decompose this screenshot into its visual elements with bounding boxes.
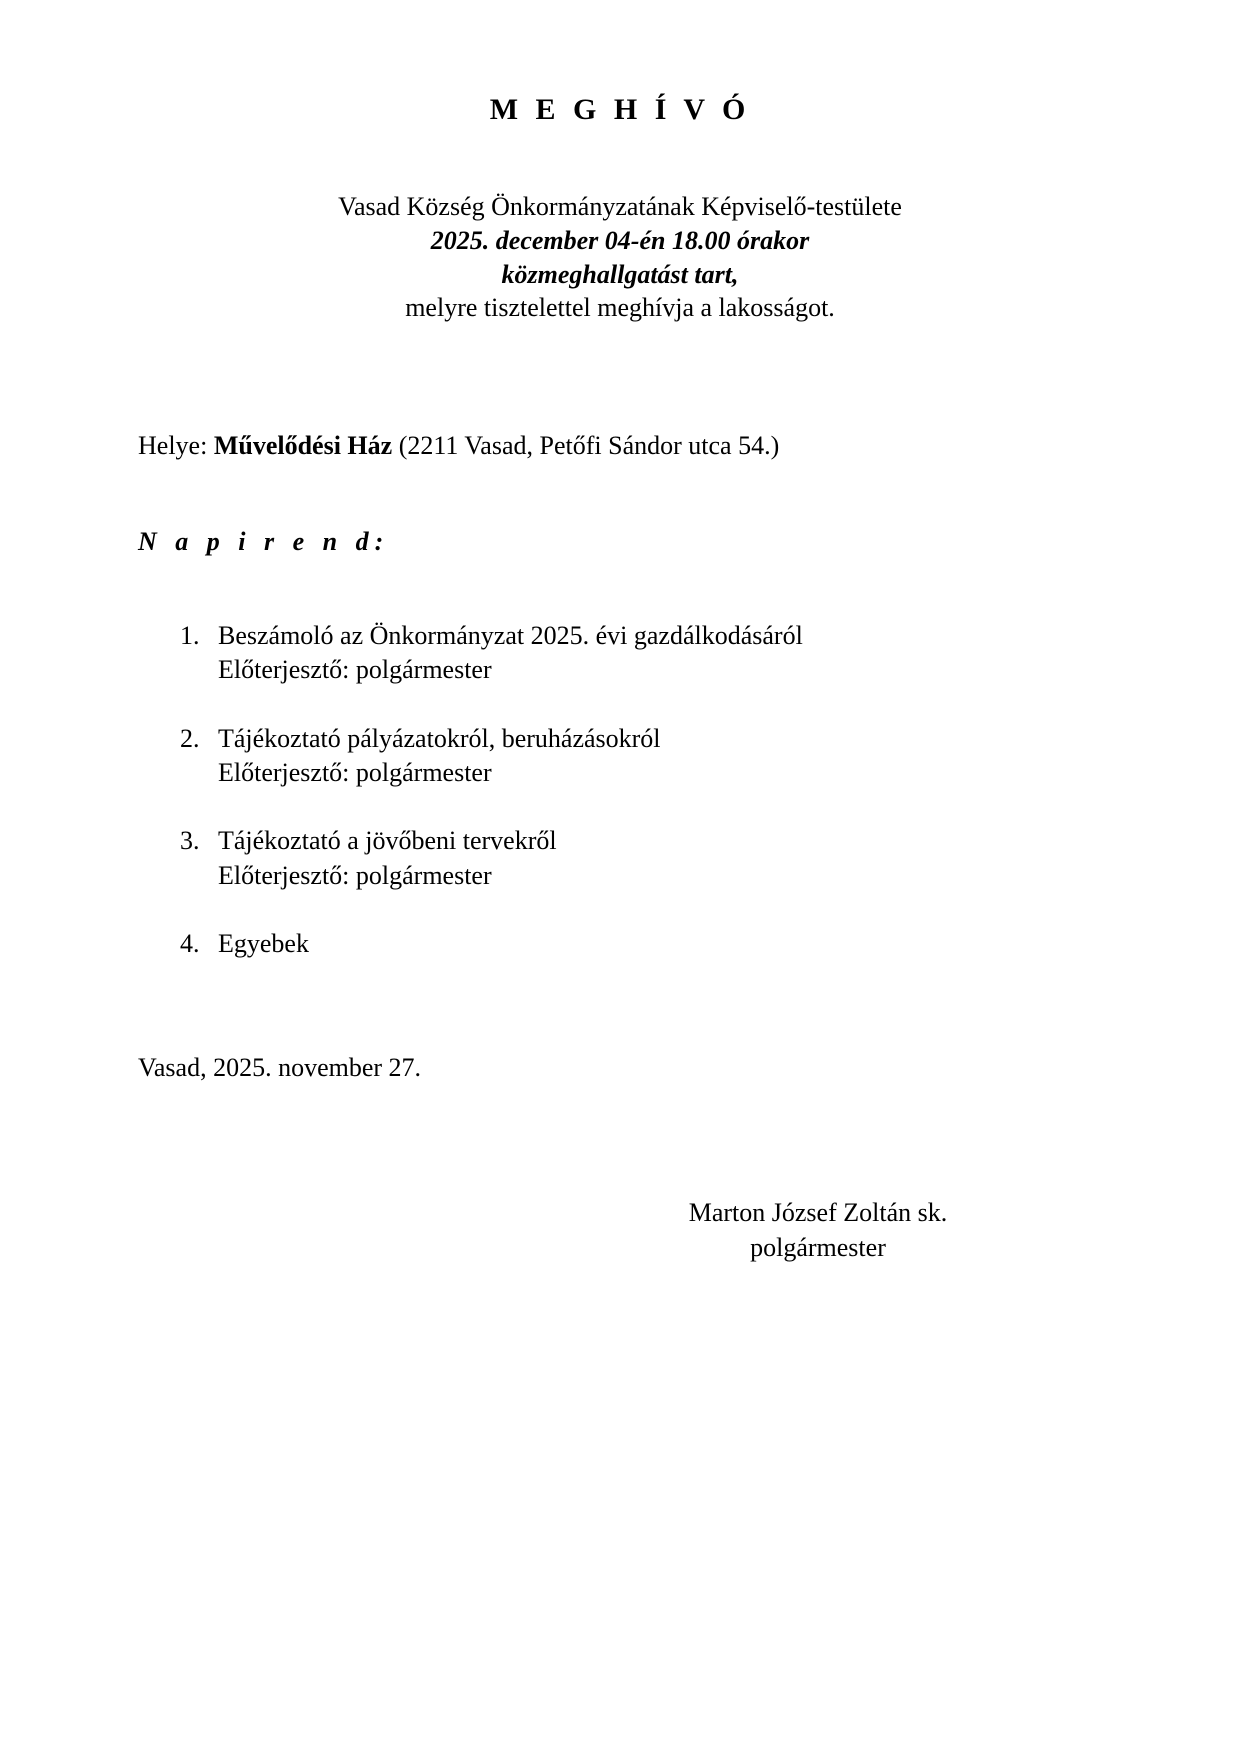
- agenda-item-title: 4. Egyebek: [218, 928, 309, 958]
- agenda-item-title: 2. Tájékoztató pályázatokról, beruházásokról: [218, 723, 661, 753]
- signature-role: polgármester: [750, 1233, 886, 1263]
- venue-address: (2211 Vasad, Petőfi Sándor utca 54.): [392, 431, 780, 461]
- intro-line-council: Vasad Község Önkormányzatának Képviselő-testülete: [338, 192, 902, 221]
- agenda-item-presenter: Előterjesztő: polgármester: [218, 757, 492, 787]
- list-item: [206, 722, 1120, 791]
- agenda-item-title: 1. Beszámoló az Önkormányzat 2025. évi gazdálkodásáról: [218, 620, 803, 650]
- intro-line-eventtype: közmeghallgatást tart,: [501, 259, 739, 289]
- agenda-heading: N a p i r e n d:: [138, 526, 390, 556]
- agenda-item-presenter: Előterjesztő: polgármester: [218, 860, 492, 890]
- list-item: [206, 927, 1120, 961]
- intro-block: [120, 190, 1120, 325]
- signature-area: [120, 1195, 1036, 1265]
- agenda-item-title: 3. Tájékoztató a jövőbeni tervekről: [218, 826, 557, 856]
- intro-line-invitation: melyre tisztelettel meghívja a lakosságot.: [405, 293, 835, 323]
- list-item: [206, 619, 1120, 688]
- place-and-date: Vasad, 2025. november 27.: [138, 1053, 422, 1083]
- venue-label: Helye:: [138, 431, 214, 461]
- page-title: M E G H Í V Ó: [489, 93, 751, 126]
- agenda-item-presenter: Előterjesztő: polgármester: [218, 655, 492, 685]
- venue-line: [138, 429, 1120, 463]
- signature-name: Marton József Zoltán sk.: [688, 1198, 948, 1228]
- signature-block: [689, 1195, 948, 1265]
- agenda-list: [120, 619, 1120, 961]
- intro-line-datetime: 2025. december 04-én 18.00 órakor: [430, 225, 810, 255]
- venue-name: Művelődési Ház: [213, 431, 393, 461]
- list-item: [206, 824, 1120, 893]
